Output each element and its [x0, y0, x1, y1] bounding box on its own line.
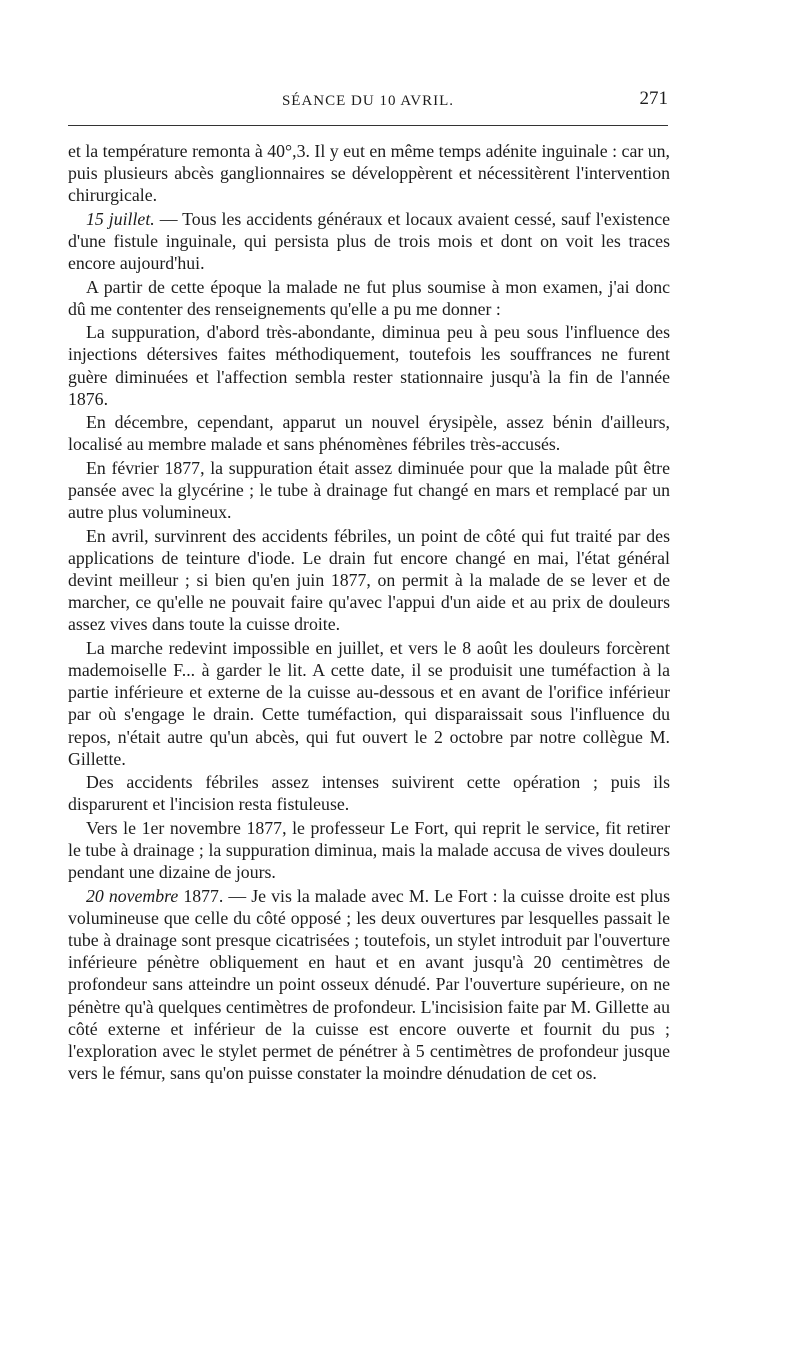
- page-number: 271: [639, 88, 668, 109]
- running-title: SÉANCE DU 10 AVRIL.: [281, 93, 455, 109]
- date-label: 15 juillet.: [86, 208, 155, 229]
- body-text: [68, 140, 670, 1086]
- paragraph: 15 juillet. — Tous les accidents généraux et locaux avaient cessé, sauf l'existence d'une fistule inguinale, qui persista plus de trois mois et dont on voit les traces encore aujourd'hui.: [68, 208, 671, 274]
- paragraph: En avril, survinrent des accidents fébriles, un point de côté qui fut traité par des applications de teinture d'iode. Le drain fut encore changé en mai, l'état général devint meilleur ; si bien qu'en juin 1877, on permit à la malade de se lever et de marcher, ce qu'elle ne pouvait faire qu'avec l'appui d'un aide et au prix de douleurs assez vives dans toute la cuisse droite.: [68, 525, 670, 635]
- paragraph: En décembre, cependant, apparut un nouvel érysipèle, assez bénin d'ailleurs, localisé au membre malade et sans phénomènes fébriles très-accusés.: [68, 412, 670, 455]
- paragraph: et la température remonta à 40°,3. Il y eut en même temps adénite inguinale : car un, puis plusieurs abcès ganglionnaires se développèrent et nécessitèrent l'intervention chirurgicale.: [68, 141, 670, 206]
- paragraph: Des accidents fébriles assez intenses suivirent cette opération ; puis ils disparurent et l'incision resta fistuleuse.: [68, 772, 670, 815]
- paragraph: A partir de cette époque la malade ne fut plus soumise à mon examen, j'ai donc dû me contenter des renseignements qu'elle a pu me donner :: [68, 276, 670, 319]
- date-label: 20 novembre: [86, 885, 179, 906]
- header-rule: [68, 125, 668, 126]
- paragraph: La marche redevint impossible en juillet, et vers le 8 août les douleurs forcèrent mademoiselle F... à garder le lit. A cette date, il se produisit une tuméfaction à la partie inférieure et externe de la cuisse au-dessous et en avant de l'orifice inférieur par où s'engage le drain. Cette tuméfaction, qui disparaissait sous l'influence du repos, n'était autre qu'un abcès, qui fut ouvert le 2 octobre par notre collègue M. Gillette.: [68, 637, 670, 769]
- paragraph: En février 1877, la suppuration était assez diminuée pour que la malade pût être pansée avec la glycérine ; le tube à drainage fut changé en mars et remplacé par un autre plus volumineux.: [68, 457, 670, 523]
- paragraph: Vers le 1er novembre 1877, le professeur Le Fort, qui reprit le service, fit retirer le tube à drainage ; la suppuration diminua, mais la malade accusa de vives douleurs pendant une dizaine de jours.: [68, 817, 670, 883]
- page-header: [68, 88, 668, 116]
- paragraph: 20 novembre 1877. — Je vis la malade avec M. Le Fort : la cuisse droite est plus volumineuse que celle du côté opposé ; les deux ouvertures par lesquelles passait le tube à drainage sont presque cicatrisées ; toutefois, un stylet introduit par l'ouverture inférieure pénètre obliquement en haut et en avant jusqu'à 20 centimètres de profondeur sans atteindre un point osseux dénudé. Par l'ouverture supérieure, on ne pénètre qu'à quelques centimètres de profondeur. L'incisision faite par M. Gillette au côté externe et inférieur de la cuisse est encore ouverte et fournit du pus ; l'exploration avec le stylet permet de pénétrer à 5 centimètres de profondeur jusque vers le fémur, sans qu'on puisse constater la moindre dénudation de cet os.: [68, 885, 670, 1084]
- paragraph: La suppuration, d'abord très-abondante, diminua peu à peu sous l'influence des injections détersives faites méthodiquement, toutefois les souffrances ne furent guère diminuées et l'affection sembla rester stationnaire jusqu'à la fin de l'année 1876.: [68, 322, 670, 409]
